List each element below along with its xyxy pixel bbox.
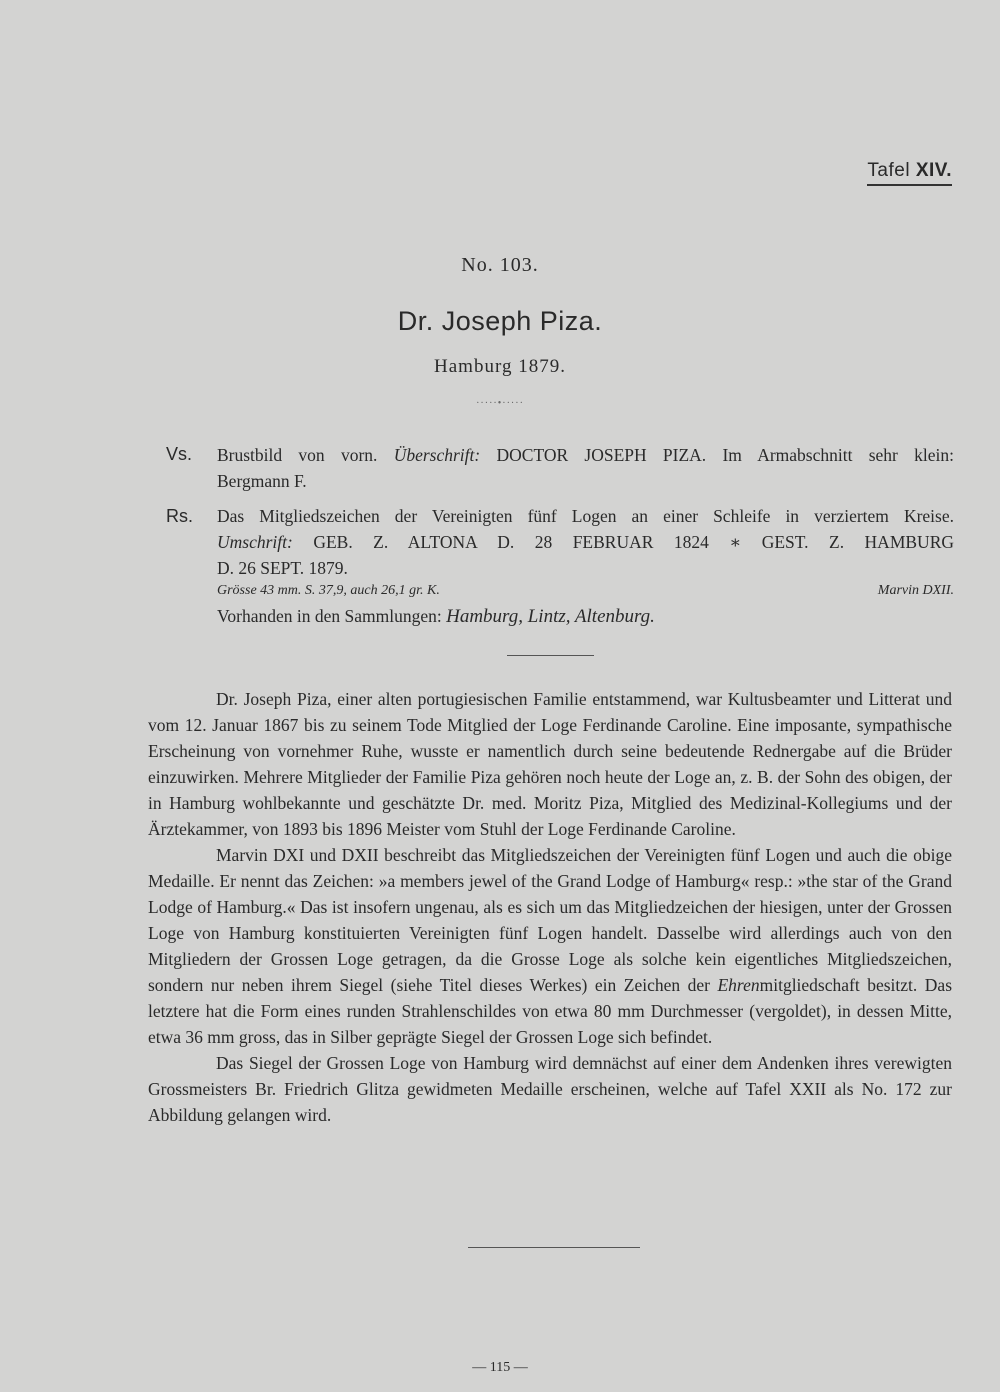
obverse-label: Vs. xyxy=(166,444,193,464)
end-divider xyxy=(468,1247,640,1248)
paragraph-2-text-b: mitgliedschaft besitzt. Das letztere hat die Form eines runden Strahlenschildes von etwa 80 mm Durchmesser (vergoldet), in dessen Mitte, etwa 36 mm gross, das in Silber geprägte Siegel der Grossen Loge sich befindet. xyxy=(148,975,953,1047)
entry-number: No. 103. xyxy=(461,254,539,276)
obverse-text-a: Brustbild von vorn. xyxy=(217,445,378,465)
entry-place-date: Hamburg 1879. xyxy=(434,356,566,377)
commentary-paragraph-3: Das Siegel der Grossen Loge von Hamburg wird demnächst auf einer dem Andenken ihres verewigten Grossmeisters Br. Friedrich Glitza gewidmeten Medaille erscheinen, welche auf Tafel XXII als No. 172 zur Abbildung gelangen wird. xyxy=(148,1053,952,1125)
obverse-inscription-label: Überschrift: xyxy=(393,445,481,465)
reverse-label: Rs. xyxy=(166,506,193,526)
reverse-legend-text: GEB. Z. ALTONA D. 28 FEBRUAR 1824 ∗ GEST. Z. HAMBURG xyxy=(313,532,955,552)
plate-number: XIV. xyxy=(915,160,952,181)
commentary xyxy=(148,686,952,1128)
obverse-line-2: Bergmann F. xyxy=(217,471,307,491)
obverse-description xyxy=(217,442,954,494)
obverse-line-1 xyxy=(217,442,954,468)
reverse-description xyxy=(217,503,954,555)
commentary-paragraph-2 xyxy=(148,842,952,1050)
reverse-line-1: Das Mitgliedszeichen der Vereinigten fünf Logen an einer Schleife in verziertem Kreise. xyxy=(217,506,954,526)
size-row xyxy=(217,580,954,602)
paragraph-2-emphasis: Ehren xyxy=(717,975,760,995)
collections-label: Vorhanden in den Sammlungen: xyxy=(217,606,442,626)
ornament-divider: ·····•····· xyxy=(476,398,524,409)
collections-list: Hamburg, Lintz, Altenburg. xyxy=(446,606,655,627)
page-number: — 115 — xyxy=(472,1360,528,1375)
entry-title: Dr. Joseph Piza. xyxy=(397,306,603,336)
reverse-line-2 xyxy=(217,529,954,555)
catalogue-reference: Marvin DXII. xyxy=(877,583,954,598)
commentary-paragraph-1: Dr. Joseph Piza, einer alten portugiesischen Familie entstammend, war Kultusbeamter und Litterat und vom 12. Januar 1867 bis zu seinem Tode Mitglied der Loge Ferdinande Caroline. Eine imposante, sympathische Erscheinung von vornehmer Ruhe, wusste er namentlich durch seine bedeutende Rednergabe auf die Brüder einzuwirken. Mehrere Mitglieder der Familie Piza gehören noch heute der Loge an, z. B. der Sohn des obigen, der in Hamburg wohlbekannte und geschätzte Dr. med. Moritz Piza, Mitglied des Medizinal-Kollegiums und der Ärztekammer, von 1893 bis 1896 Meister vom Stuhl der Loge Ferdinande Caroline. xyxy=(148,689,952,839)
collections-line xyxy=(217,603,954,630)
section-divider xyxy=(507,655,594,656)
plate-prefix: Tafel xyxy=(867,160,911,181)
plate-heading xyxy=(867,160,952,186)
reverse-legend-label: Umschrift: xyxy=(217,532,293,552)
reverse-details xyxy=(217,580,954,602)
paragraph-2-text-a: Marvin DXI und DXII beschreibt das Mitgliedszeichen der Vereinigten fünf Logen und auch die obige Medaille. Er nennt das Zeichen: »a members jewel of the Grand Lodge of Hamburg« resp.: »the star of the Grand Lodge of Hamburg.« Das ist insofern ungenau, als es sich um das Mitgliedzeichen der hiesigen, unter der Grossen Loge von Hamburg konstituierten Vereinigten fünf Logen handelt. Dasselbe wird allerdings auch von den Mitgliedern der Grossen Loge getragen, da die Grosse Loge als solche kein eigentliches Mitgliedszeichen, sondern nur neben ihrem Siegel (siehe Titel dieses Werkes) ein Zeichen der xyxy=(148,845,952,995)
obverse-text-c: DOCTOR JOSEPH PIZA. Im Armabschnitt sehr klein: xyxy=(496,445,955,465)
size-weight: Grösse 43 mm. S. 37,9, auch 26,1 gr. K. xyxy=(217,583,440,598)
reverse-line-3: D. 26 SEPT. 1879. xyxy=(217,558,348,578)
